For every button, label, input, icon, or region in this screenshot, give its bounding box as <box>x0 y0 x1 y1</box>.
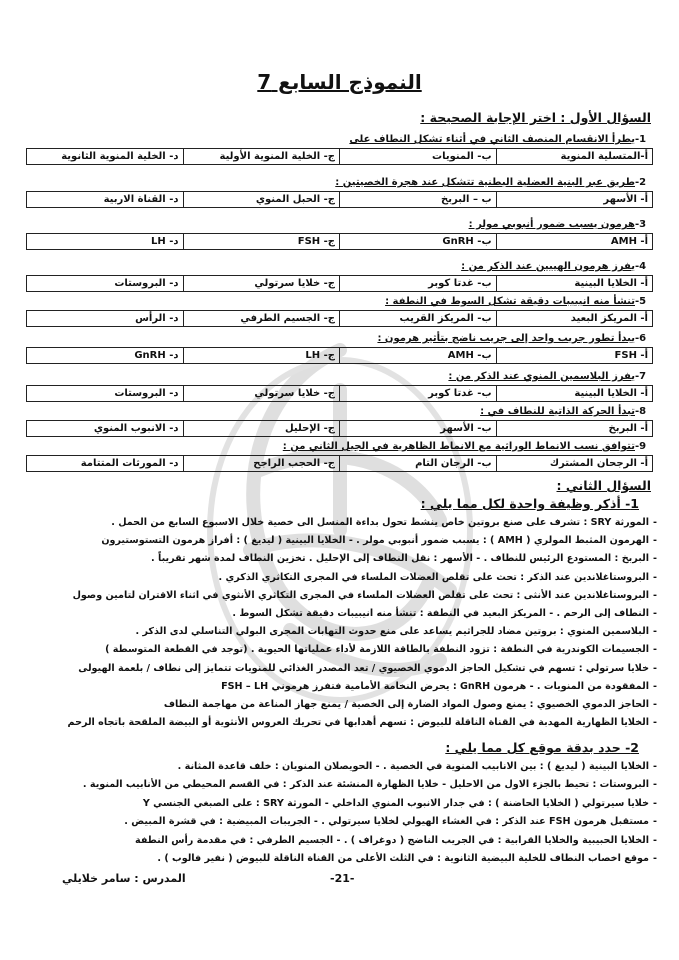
bullet-dash: - <box>653 589 657 601</box>
bullet-dash: - <box>653 644 657 656</box>
answer-option[interactable]: ب- الأسهر <box>339 421 496 436</box>
bullet-line <box>21 572 661 584</box>
subsection-2-heading: 2- حدد بدقة موقع كل مما يلي : <box>445 740 639 755</box>
question-9 <box>25 440 653 453</box>
line-text: الخلايا الظهارية المهدبة في القناة الناقلة للبيوض : تسهم أهدابها في تحريك العروس الأنثوية أو البيضة الملقحة باتجاه الرحم <box>67 717 649 729</box>
bullet-line <box>21 517 661 529</box>
line-text: البروستاغلاندين عند الأنثى : تحث على تقلص العضلات الملساء في المجرى التكاثري الأنثوي في اثناء الاقتران لتامين وصول <box>72 589 649 601</box>
question-text: يفرز البلاسمين المنوي عند الذكر من : <box>448 371 635 382</box>
answer-option[interactable]: د- المورثات المتتامة <box>80 458 179 469</box>
question-number: 6- <box>635 333 647 344</box>
bullet-dash: - <box>653 553 657 565</box>
answer-option[interactable]: ج- الحبل المنوي <box>183 192 340 207</box>
bullet-line <box>21 644 661 656</box>
line-text: الخلايا الحبيبية والخلايا القرابية : في الجريب الناضج ( دوغراف ) . - الجسيم الطرفي : في مقدمة رأس النطفة <box>135 834 649 846</box>
question-4 <box>25 260 653 273</box>
bullet-line <box>21 798 661 810</box>
answer-option[interactable]: د- GnRH <box>134 350 179 361</box>
answer-option[interactable]: د- البروستات <box>114 388 179 399</box>
question-number: 4- <box>635 261 647 272</box>
bullet-line <box>21 761 661 773</box>
answer-options <box>26 275 653 292</box>
answer-option[interactable]: ج- الخلية المنوية الأولية <box>183 149 340 164</box>
answer-options <box>26 347 653 364</box>
section-1-heading: السؤال الأول : اختر الإجابة الصحيحة : <box>420 110 651 125</box>
answer-option[interactable]: ج- الإحليل <box>183 421 340 436</box>
line-text: الحاجز الدموي الخصيوي : يمنع وصول المواد الضارة إلى الخصية / يمنع جهاز المناعة من مهاجمة النطاف <box>163 699 649 710</box>
line-text: مستقبل هرمون FSH عند الذكر : في الغشاء الهيولي لخلايا سيرتولي . - الجريبات المبيضية : في قشرة المبيض . <box>124 816 649 828</box>
line-text: النطاف إلى الرحم . - المريكز البعيد في النطفة : تنشأ منه انيبيبات دقيقة تشكل السوط . <box>232 608 649 619</box>
bullet-line <box>21 779 661 791</box>
answer-options <box>26 191 653 208</box>
answer-option[interactable]: ج- FSH <box>183 234 340 249</box>
line-text: البربخ : المستودع الرئيس للنطاف . - الأسهر : نقل النطاف إلى الإحليل . تخزين النطاف لمدة شهر تقريباً . <box>151 553 649 565</box>
question-number: 8- <box>635 406 647 417</box>
question-text: يطرأ الانقسام المنصف الثاني في أثناء تشكل النطاف على <box>349 134 635 145</box>
bullet-dash: - <box>653 834 657 846</box>
bullet-line <box>21 590 661 602</box>
bullet-line <box>21 553 661 565</box>
answer-option[interactable]: ب- GnRH <box>339 234 496 249</box>
bullet-line <box>21 535 661 547</box>
bullet-dash: - <box>653 662 657 674</box>
line-text: الهرمون المثبط المولري ( AMH ) : يسبب ضمور أنبوبي مولر . - الخلايا البينية ( ليديغ ) : أفراز هرمون التستوستيرون <box>101 535 649 547</box>
answer-option[interactable]: ج- خلايا سرتولي <box>183 386 340 401</box>
question-text: يفرز هرمون الهيبين عند الذكر من : <box>461 261 635 272</box>
bullet-dash: - <box>653 608 657 619</box>
answer-option[interactable]: ب- غدتا كوبر <box>339 386 496 401</box>
bullet-dash: - <box>653 761 657 772</box>
answer-option[interactable]: د- LH <box>150 236 179 247</box>
line-text: موقع اخصاب النطاف للخلية البيضية الثانوية : في الثلث الأعلى من القناة الناقلة للبيوض ( نفير فالوب ) . <box>157 853 649 864</box>
bullet-dash: - <box>653 626 657 638</box>
question-number: 1- <box>635 134 647 145</box>
answer-option[interactable]: د- القناة الاربية <box>103 194 179 205</box>
question-text: طريق عبر البنية العضلية البطنية تتشكل عند هجرة الخصيتين : <box>335 177 635 188</box>
answer-option[interactable]: ج- خلايا سرتولي <box>183 276 340 291</box>
question-text: تنشأ منه انيبيبات دقيقة تشكل السوط في النطفة : <box>385 296 635 307</box>
answer-option[interactable]: أ- الخلايا البينية <box>496 276 653 291</box>
answer-option[interactable]: أ- المريكز البعيد <box>496 311 653 326</box>
bullet-dash: - <box>653 816 657 828</box>
question-5 <box>25 295 653 308</box>
answer-option[interactable]: أ- الأسهر <box>496 192 653 207</box>
line-text: المفقودة من المنويات . - هرمون GnRH : يحرض النخامة الأمامية فتفرز هرموني FSH – LH <box>221 680 649 692</box>
teacher-name: المدرس : سامر خلايلي <box>62 872 186 885</box>
bullet-line <box>21 717 661 729</box>
bullet-dash: - <box>653 853 657 864</box>
bullet-dash: - <box>653 517 657 528</box>
question-text: يبدأ تطور جريب واحد إلى جريب ناضج بتأثير هرمون : <box>377 333 635 344</box>
question-2 <box>25 176 653 189</box>
line-text: البلاسمين المنوي : بروتين مضاد للجراثيم يساعد على منع حدوث التهابات المجرى البولي التناسلي لدى الذكر . <box>135 626 649 638</box>
question-8 <box>25 405 653 418</box>
answer-option[interactable]: د- الخلية المنوية الثانوية <box>61 151 179 162</box>
bullet-line <box>21 835 661 847</box>
answer-option[interactable]: ب- المريكز القريب <box>339 311 496 326</box>
bullet-dash: - <box>653 571 657 583</box>
answer-option[interactable]: أ- البربخ <box>496 421 653 436</box>
answer-option[interactable]: د- الانبوب المنوي <box>93 423 179 434</box>
answer-option[interactable]: ب- غدتا كوبر <box>339 276 496 291</box>
answer-option[interactable]: ب- المنويات <box>339 149 496 164</box>
answer-option[interactable]: د- البروستات <box>114 278 179 289</box>
answer-option[interactable]: ب – البربخ <box>339 192 496 207</box>
page-title: النموذج السابع 7 <box>257 70 422 94</box>
answer-options <box>26 233 653 250</box>
line-text: خلايا سيرتولي ( الخلايا الحاضنة ) : في جدار الانبوب المنوي الداخلي - المورثة SRY : على الصبغي الجنسي Y <box>142 797 649 809</box>
answer-option[interactable]: ب- الرجان التام <box>339 456 496 471</box>
answer-option[interactable]: د- الرأس <box>135 313 179 324</box>
question-number: 7- <box>635 371 647 382</box>
question-number: 3- <box>635 219 647 230</box>
section-2-heading: السؤال الثاني : <box>556 478 651 493</box>
question-number: 5- <box>635 296 647 307</box>
answer-options <box>26 148 653 165</box>
bullet-line <box>21 626 661 638</box>
page-number: -21- <box>330 872 355 885</box>
answer-option[interactable]: أ- الرجحان المشترك <box>496 456 653 471</box>
bullet-line <box>21 816 661 828</box>
bullet-dash: - <box>653 699 657 710</box>
question-1 <box>25 133 653 146</box>
question-text: هرمون يسبب ضمور أنبوبي مولر : <box>468 219 635 230</box>
bullet-line <box>21 681 661 693</box>
answer-option[interactable]: أ- FSH <box>496 348 653 363</box>
line-text: البروستات : تحيط بالجزء الاول من الاحليل - خلايا الظهارة المنشئة عند الذكر : في القسم المحيطي من الأنابيب المنوية . <box>82 779 649 791</box>
answer-option[interactable]: ج- الجسيم الطرفي <box>183 311 340 326</box>
bullet-line <box>21 663 661 675</box>
answer-options <box>26 310 653 327</box>
bullet-dash: - <box>653 717 657 729</box>
answer-option[interactable]: ج- الحجب الراجح <box>183 456 340 471</box>
answer-options <box>26 420 653 437</box>
question-number: 9- <box>635 441 647 452</box>
answer-option[interactable]: أ-المتسلية المنوية <box>496 149 653 164</box>
question-number: 2- <box>635 177 647 188</box>
answer-options <box>26 385 653 402</box>
line-text: المورثة SRY : تشرف على صنع بروتين خاص ينشط تحول بداءة المنسل الى خصية خلال الاسبوع السابع من الحمل . <box>111 517 649 528</box>
question-3 <box>25 218 653 231</box>
subsection-1-heading: 1- أذكر وظيفة واحدة لكل مما يلي : <box>420 496 639 511</box>
bullet-dash: - <box>653 680 657 692</box>
answer-options <box>26 455 653 472</box>
bullet-dash: - <box>653 779 657 791</box>
question-text: تتوافق نسب الانماط الوراثية مع الانماط الظاهرية في الجيل الثاني من : <box>282 441 635 452</box>
bullet-line <box>21 608 661 620</box>
line-text: الخلايا البينية ( ليديغ ) : بين الانابيب المنوية في الخصية . - الحويصلان المنويان : خلف قاعدة المثانة . <box>177 761 649 772</box>
line-text: خلايا سرتولي : تسهم في تشكيل الحاجز الدموي الخصيوي / تعد المصدر الغذائي للمنويات تتمايز إلى نطاف / بلعمة الهيولى <box>78 662 649 674</box>
question-text: تبدأ الحركة الذاتية للنطاف في : <box>480 406 635 417</box>
answer-option[interactable]: أ- الخلايا البينية <box>496 386 653 401</box>
question-7 <box>25 370 653 383</box>
line-text: الجسيمات الكوندرية في النطفة : تزود النطفة بالطاقة اللازمة لأداء عملياتها الحيوية . (توجد في القطعة المتوسطة ) <box>105 644 649 656</box>
bullet-dash: - <box>653 797 657 809</box>
bullet-dash: - <box>653 535 657 547</box>
answer-option[interactable]: ب- AMH <box>339 348 496 363</box>
line-text: البروستاغلاندين عند الذكر : تحث على تقلص العضلات الملساء في المجرى التكاثري الذكري . <box>218 571 649 583</box>
bullet-line <box>21 853 661 865</box>
answer-option[interactable]: أ- AMH <box>496 234 653 249</box>
bullet-line <box>21 699 661 711</box>
answer-option[interactable]: ج- LH <box>183 348 340 363</box>
question-6 <box>25 332 653 345</box>
